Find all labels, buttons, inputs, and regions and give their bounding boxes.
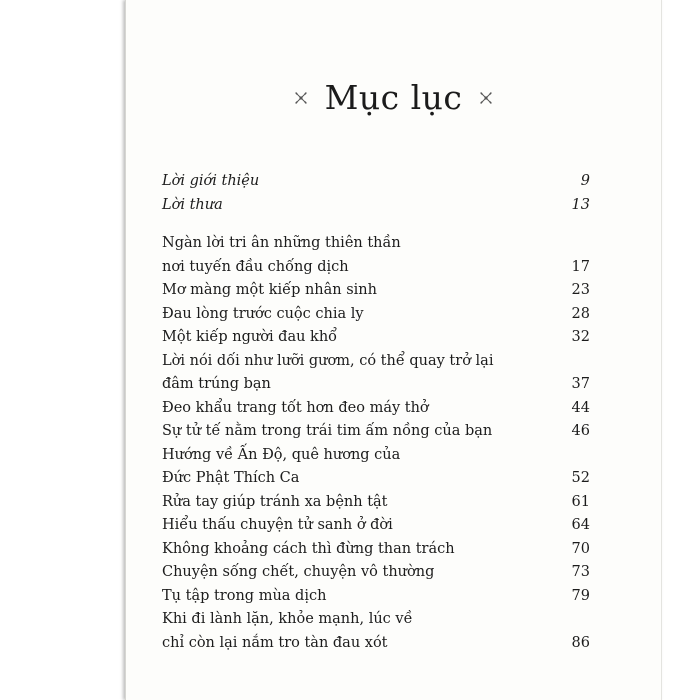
toc-entry-title: Khi đi lành lặn, khỏe mạnh, lúc về bbox=[162, 611, 413, 627]
toc-entry-page: 61 bbox=[571, 493, 590, 510]
toc-entry-page: 79 bbox=[571, 587, 590, 604]
toc-entry-page: 70 bbox=[571, 540, 590, 557]
toc-entry-page: 28 bbox=[571, 305, 590, 322]
toc-entry-page: 64 bbox=[571, 517, 590, 533]
toc-entry-title: Không khoảng cách thì đừng than trách bbox=[162, 540, 455, 557]
toc-entry-title-cont: chỉ còn lại nắm tro tàn đau xót bbox=[162, 634, 388, 651]
toc-entry-page: 46 bbox=[571, 423, 590, 439]
toc-entry-line bbox=[162, 444, 590, 468]
toc-entry-title: Hướng về Ấn Độ, quê hương của bbox=[162, 446, 401, 463]
toc-entry-line bbox=[162, 608, 590, 632]
chapter-list bbox=[162, 232, 590, 655]
toc-entry-line bbox=[162, 232, 590, 256]
toc-entry bbox=[162, 585, 590, 609]
toc-entry-title: Lời nói dối như lưỡi gươm, có thể quay trở lại bbox=[162, 352, 494, 369]
toc-entry-line bbox=[162, 467, 590, 491]
toc-entry bbox=[162, 397, 590, 421]
toc-entry-title: Sự tử tế nằm trong trái tim ấm nồng của bạn bbox=[162, 423, 493, 439]
toc-entry bbox=[162, 303, 590, 327]
toc-entry bbox=[162, 561, 590, 585]
toc-entry-title-cont: Đức Phật Thích Ca bbox=[162, 470, 300, 486]
toc-entry-title: Hiểu thấu chuyện tử sanh ở đời bbox=[162, 517, 393, 533]
toc-entry-title-cont: nơi tuyến đầu chống dịch bbox=[162, 258, 349, 275]
toc-entry-title: Lời thưa bbox=[162, 196, 223, 213]
leaf-sprig-icon bbox=[478, 90, 494, 106]
toc-entry-line bbox=[162, 632, 590, 656]
toc-entry bbox=[162, 420, 590, 444]
front-matter-list bbox=[162, 170, 590, 217]
toc-entry-line bbox=[162, 373, 590, 397]
leaf-sprig-icon bbox=[293, 90, 309, 106]
toc-entry-page: 73 bbox=[571, 564, 590, 580]
toc-entry-page: 52 bbox=[571, 470, 590, 486]
toc-entry-page: 32 bbox=[571, 329, 590, 345]
toc-entry-title-cont: đâm trúng bạn bbox=[162, 376, 271, 392]
toc-entry-title: Ngàn lời tri ân những thiên thần bbox=[162, 235, 401, 251]
toc-entry-page: 23 bbox=[571, 282, 590, 298]
toc-entry bbox=[162, 194, 590, 218]
title-block bbox=[126, 78, 661, 124]
toc-entry-title: Đau lòng trước cuộc chia ly bbox=[162, 305, 364, 322]
toc-entry bbox=[162, 279, 590, 303]
toc-entry-title: Mơ màng một kiếp nhân sinh bbox=[162, 282, 377, 298]
toc-entry-title: Lời giới thiệu bbox=[162, 173, 260, 189]
toc-entry-line bbox=[162, 350, 590, 374]
toc-entry bbox=[162, 170, 590, 194]
toc-entry-title: Một kiếp người đau khổ bbox=[162, 329, 338, 345]
toc-entry-page: 9 bbox=[580, 173, 590, 189]
toc-entry-page: 37 bbox=[571, 376, 590, 392]
toc-entry-page: 17 bbox=[571, 258, 590, 275]
toc-entry-title: Chuyện sống chết, chuyện vô thường bbox=[162, 564, 435, 580]
toc-entry-title: Tụ tập trong mùa dịch bbox=[162, 587, 327, 604]
toc-entry-title: Rửa tay giúp tránh xa bệnh tật bbox=[162, 493, 388, 510]
toc-entry-title: Đeo khẩu trang tốt hơn đeo máy thở bbox=[162, 399, 429, 416]
page-title: Mục lục bbox=[324, 78, 463, 117]
toc-entry bbox=[162, 514, 590, 538]
book-page bbox=[125, 0, 662, 700]
toc-entry bbox=[162, 326, 590, 350]
toc-entry-line bbox=[162, 256, 590, 280]
toc-entry-page: 86 bbox=[571, 634, 590, 651]
toc-entry-page: 44 bbox=[571, 399, 590, 416]
toc-entry-page: 13 bbox=[571, 196, 590, 213]
toc-entry bbox=[162, 491, 590, 515]
toc-entry bbox=[162, 538, 590, 562]
